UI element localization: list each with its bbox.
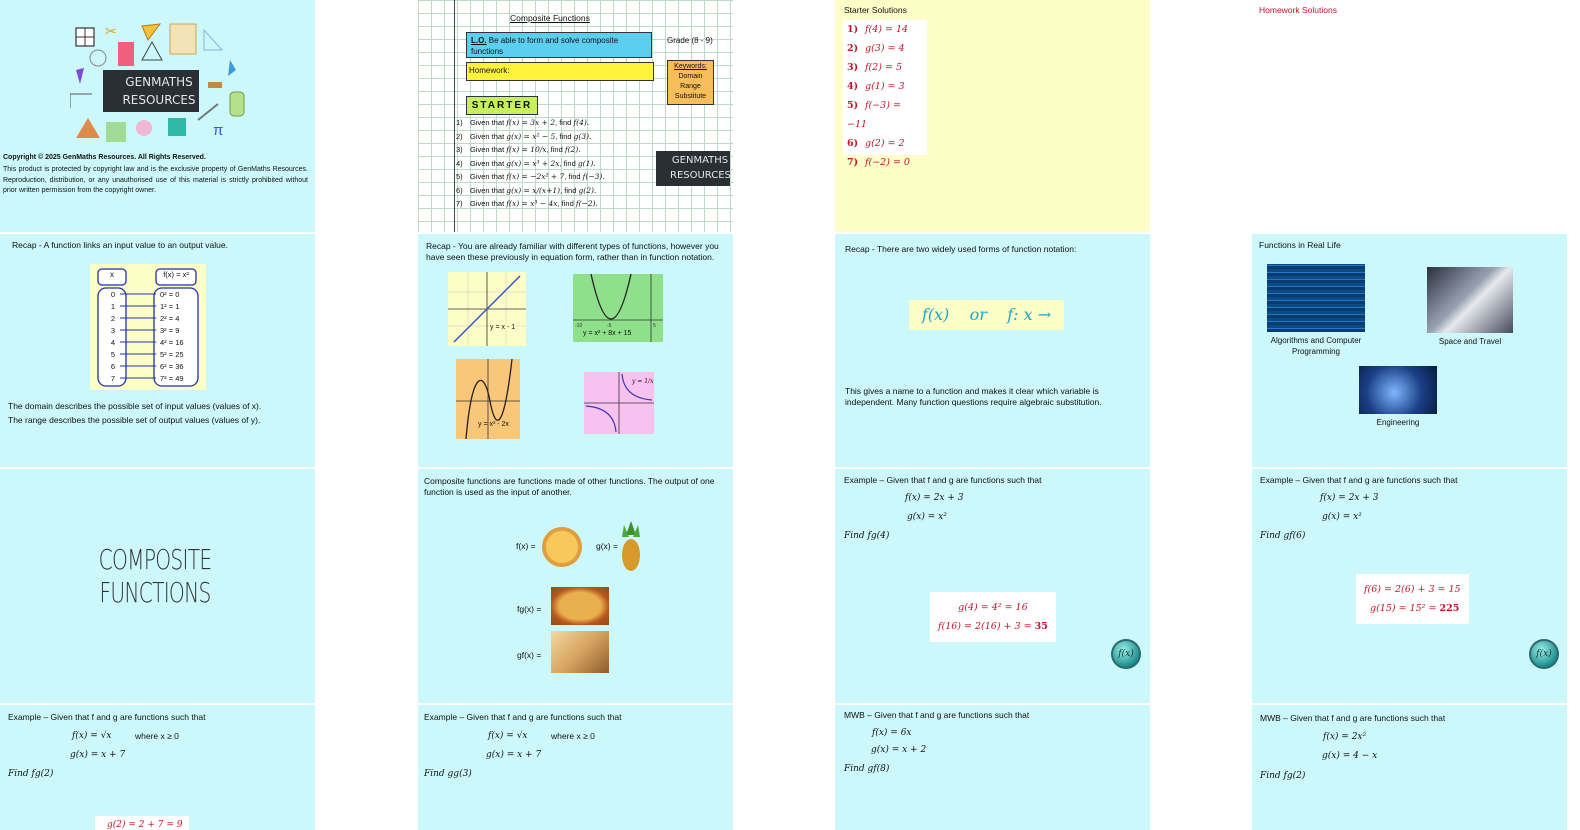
answer-number: 1) — [847, 24, 859, 35]
answer-value: g(3) = 4 — [865, 43, 905, 54]
input-value: 2 — [110, 314, 116, 323]
big-title: COMPOSITE FUNCTIONS — [98, 543, 212, 609]
answer-row — [847, 77, 923, 96]
axis-tick: -5 — [607, 323, 612, 329]
answer-value: f(−2) = 0 — [865, 157, 910, 168]
question-ask: g(2). — [578, 185, 597, 195]
fg-label: fg(x) = — [517, 604, 542, 614]
starter-question — [456, 130, 656, 144]
mwb-intro: MWB – Given that f and g are functions such that — [1260, 713, 1446, 723]
slide-starter[interactable] — [418, 0, 733, 232]
input-value: 5 — [110, 350, 116, 359]
graph-reciprocal — [584, 372, 654, 434]
example-intro: Example – Given that f and g are functions such that — [844, 475, 1042, 485]
logo-line-1: GENMATHS — [125, 75, 193, 89]
genmaths-logo-small — [656, 151, 730, 186]
solution-box-partial — [95, 816, 189, 830]
slide-mwb-gf8[interactable] — [835, 705, 1150, 830]
solution-box — [930, 592, 1056, 642]
find-prompt: Find gg(3) — [424, 769, 472, 779]
solution-step: f(16) = 2(16) + 3 = — [938, 621, 1035, 632]
question-pre: Given that — [470, 145, 507, 154]
slide-real-life[interactable] — [1252, 234, 1567, 467]
question-number: 3) — [456, 145, 463, 154]
question-number: 2) — [456, 131, 463, 141]
range-text: The range describes the possible set of output values (values of y). — [8, 415, 261, 425]
slide-recap-notation[interactable] — [835, 234, 1150, 467]
input-value: 3 — [110, 326, 116, 335]
input-value: 4 — [110, 338, 116, 347]
keywords-box — [667, 60, 714, 105]
keyword-item: Substitute — [674, 93, 707, 100]
slide-homework-solutions[interactable] — [1252, 0, 1567, 232]
question-eq: g(x) = x/(x+1) — [506, 185, 561, 195]
starter-question — [456, 157, 656, 171]
logo-line-2: RESOURCES — [122, 93, 196, 107]
pineapple-pizza-image — [551, 631, 609, 673]
f-label: f(x) = — [516, 541, 536, 551]
g-definition: g(x) = x² — [1322, 512, 1362, 522]
pizza-icon — [542, 527, 582, 567]
graph-quadratic — [573, 274, 663, 342]
answer-row — [847, 134, 923, 153]
question-pre: Given that — [470, 158, 507, 168]
lo-label: L.O. — [471, 36, 487, 45]
answer-number: 3) — [847, 62, 859, 73]
svg-text:✂: ✂ — [105, 23, 117, 39]
question-number: 4) — [456, 158, 463, 168]
genmaths-logo — [104, 70, 198, 112]
mapping-diagram — [90, 264, 206, 390]
example-intro: Example – Given that f and g are functions such that — [1260, 475, 1458, 485]
engineering-image — [1359, 366, 1437, 414]
question-number: 1) — [456, 118, 463, 127]
slide-title-composite[interactable] — [0, 469, 315, 703]
example-intro: Example – Given that f and g are functions such that — [8, 712, 206, 722]
f-definition: f(x) = 6x — [872, 728, 912, 738]
homework-label: Homework: — [469, 66, 510, 75]
find-prompt: Find fg(2) — [8, 769, 54, 779]
question-post: , find — [555, 118, 574, 127]
question-pre: Given that — [470, 185, 507, 195]
solution-answer: 225 — [1439, 603, 1460, 614]
output-value: 1² = 1 — [160, 302, 180, 311]
grade-label: Grade (8 - 9) — [667, 36, 713, 45]
starter-question — [456, 184, 656, 198]
starter-question — [456, 197, 656, 211]
g-definition: g(x) = x² — [907, 512, 947, 522]
starter-label: STARTER — [466, 96, 538, 115]
example-intro: Example – Given that f and g are functions such that — [424, 712, 622, 722]
question-pre: Given that — [470, 199, 507, 208]
question-ask: f(4). — [573, 118, 590, 127]
question-eq: f(x) = 10/x — [506, 145, 547, 154]
question-pre: Given that — [470, 172, 507, 181]
find-prompt: Find gf(6) — [1260, 531, 1306, 541]
answer-number: 2) — [847, 43, 859, 54]
question-eq: g(x) = x³ + 2x — [506, 158, 560, 168]
learning-objective-box — [466, 32, 652, 58]
slide-title: Composite Functions — [510, 13, 590, 23]
keyword-item: Range — [680, 83, 701, 90]
graph-label: y = x - 1 — [490, 324, 516, 331]
notation-body: This gives a name to a function and makes it clear which variable is independent. Many function questions require algebraic substitution. — [845, 386, 1102, 407]
answer-number: 5) — [847, 100, 859, 111]
notation-text: f(x) or f: x → — [921, 305, 1052, 324]
output-value: 7² = 49 — [160, 374, 184, 383]
g-definition: g(x) = x + 7 — [486, 750, 542, 760]
question-pre: Given that — [470, 118, 507, 127]
graph-label: y = x³ - 2x — [478, 421, 509, 428]
slide-example-fg2[interactable] — [0, 705, 315, 830]
question-number: 6) — [456, 185, 463, 195]
g-definition: g(x) = 4 − x — [1322, 751, 1378, 761]
answer-number: 7) — [847, 157, 859, 168]
solution-line: g(2) = 2 + 7 = 9 — [107, 820, 183, 830]
solution-answer: 35 — [1034, 621, 1048, 632]
question-post: , find — [557, 199, 576, 208]
input-value: 7 — [110, 374, 116, 383]
logo-line-1: GENMATHS — [671, 155, 729, 166]
starter-question — [456, 116, 656, 130]
answer-row — [847, 39, 923, 58]
real-life-heading: Functions in Real Life — [1259, 240, 1341, 250]
g-label: g(x) = — [596, 541, 618, 551]
answer-row — [847, 96, 923, 134]
question-eq: f(x) = −2x² + 7 — [506, 172, 565, 181]
input-value: 0 — [110, 290, 116, 299]
question-post: , find — [564, 172, 583, 181]
slide-title: Homework Solutions — [1259, 5, 1337, 15]
solution-step: g(15) = 15² = — [1370, 603, 1440, 614]
slide-composite-definition[interactable] — [418, 469, 733, 703]
gf-label: gf(x) = — [517, 650, 542, 660]
notation-box — [909, 300, 1064, 330]
margin-line — [454, 0, 455, 232]
answer-row — [847, 20, 923, 39]
keyword-item: Domain — [678, 73, 703, 80]
find-prompt: Find fg(2) — [1260, 771, 1306, 781]
input-values — [106, 289, 120, 385]
f-definition: f(x) = 2x + 3 — [905, 493, 964, 503]
fx-icon[interactable]: f(x) — [1111, 639, 1141, 669]
question-number: 7) — [456, 199, 463, 208]
output-value: 3² = 9 — [160, 326, 180, 335]
graph-linear — [448, 272, 526, 346]
output-value: 5² = 25 — [160, 350, 184, 359]
starter-questions — [456, 116, 656, 211]
homework-box — [466, 62, 654, 81]
answer-number: 4) — [847, 81, 859, 92]
axis-tick: 5 — [653, 323, 656, 329]
question-ask: f(−2). — [575, 199, 598, 208]
slide-starter-solutions[interactable] — [835, 0, 1150, 232]
keywords-title: Keywords: — [674, 63, 707, 70]
domain-text: The domain describes the possible set of input values (values of x). — [8, 401, 262, 411]
answers-box — [843, 20, 927, 168]
answer-number: 6) — [847, 138, 859, 149]
domain-condition: where x ≥ 0 — [551, 731, 595, 741]
answer-value: f(−3) = −11 — [847, 100, 901, 130]
answer-row — [847, 58, 923, 77]
solution-line — [938, 617, 1048, 636]
mwb-intro: MWB – Given that f and g are functions such that — [844, 710, 1030, 720]
output-value: 0² = 0 — [160, 290, 180, 299]
recap-heading: Recap - You are already familiar with different types of functions, however you have seen these previously in equation form, rather than in function notation. — [426, 241, 719, 262]
question-ask: g(1). — [577, 158, 596, 168]
copyright-title: Copyright © 2025 GenMaths Resources. All Rights Reserved. — [3, 154, 206, 161]
input-value: 6 — [110, 362, 116, 371]
solution-box — [1356, 574, 1469, 624]
answer-value: g(2) = 2 — [865, 138, 905, 149]
item-caption: Space and Travel — [1438, 337, 1502, 346]
question-post: , find — [546, 145, 565, 154]
solution-line: g(4) = 4² = 16 — [958, 602, 1028, 613]
recap-heading: Recap - A function links an input value to an output value. — [12, 240, 228, 250]
pineapple-icon — [620, 521, 642, 573]
answer-row — [847, 153, 923, 172]
answer-value: f(4) = 14 — [865, 24, 909, 35]
input-value: 1 — [110, 302, 116, 311]
question-eq: f(x) = x³ − 4x — [506, 199, 558, 208]
find-prompt: Find fg(4) — [844, 531, 890, 541]
output-value: 6² = 36 — [160, 362, 184, 371]
f-definition: f(x) = √x — [488, 731, 528, 741]
slide-recap-mapping[interactable] — [0, 234, 315, 467]
item-caption: Algorithms and Computer Programming — [1270, 336, 1362, 356]
slide-title: Starter Solutions — [844, 5, 907, 15]
axis-tick: -10 — [575, 323, 583, 329]
question-ask: f(−3). — [582, 172, 605, 181]
column-x-header: x — [110, 270, 114, 279]
f-definition: f(x) = 2x² — [1323, 732, 1367, 742]
solution-line — [1364, 599, 1461, 618]
slide-copyright[interactable] — [0, 0, 315, 232]
find-prompt: Find gf(8) — [844, 764, 890, 774]
domain-condition: where x ≥ 0 — [135, 731, 179, 741]
question-post: , find — [559, 158, 578, 168]
question-eq: f(x) = 3x + 2 — [506, 118, 556, 127]
output-values — [160, 289, 200, 385]
space-image — [1427, 267, 1513, 333]
g-definition: g(x) = x + 7 — [70, 750, 126, 760]
question-ask: g(3). — [573, 131, 592, 141]
column-fx-header: f(x) = x² — [163, 270, 189, 279]
item-caption: Engineering — [1376, 418, 1420, 427]
logo-line-2: RESOURCES — [670, 170, 731, 181]
slide-mwb-fg2[interactable] — [1252, 705, 1567, 830]
answer-value: f(2) = 5 — [865, 62, 903, 73]
f-definition: f(x) = √x — [72, 731, 112, 741]
question-pre: Given that — [470, 131, 507, 141]
slide-recap-graphs[interactable] — [418, 234, 733, 467]
definition-text: Composite functions are functions made of other functions. The output of one function is used as the input of another. — [424, 476, 715, 497]
pizza-pineapple-image — [551, 587, 609, 625]
lo-text: Be able to form and solve composite functions — [471, 36, 619, 56]
question-eq: g(x) = x² − 5 — [506, 131, 556, 141]
starter-question — [456, 143, 656, 157]
graph-label: y = x² + 8x + 15 — [583, 330, 632, 337]
slide-example-gf6[interactable] — [1252, 469, 1567, 703]
starter-question — [456, 170, 656, 184]
fx-icon[interactable]: f(x) — [1529, 639, 1559, 669]
output-value: 2² = 4 — [160, 314, 180, 323]
copyright-body: This product is protected by copyright law and is the exclusive property of GenMaths Resources. Reproduction, distribution, or any unauthorised use of this material is strictly prohibited without prior written permission from the copyright owner. — [3, 166, 308, 194]
question-ask: f(2). — [564, 145, 581, 154]
question-number: 5) — [456, 172, 463, 181]
slide-example-fg4[interactable] — [835, 469, 1150, 703]
graph-cubic — [456, 359, 520, 439]
slide-example-gg3[interactable] — [418, 705, 733, 830]
recap-heading: Recap - There are two widely used forms of function notation: — [845, 244, 1077, 254]
svg-text:π: π — [213, 122, 224, 139]
question-post: , find — [555, 131, 574, 141]
output-value: 4² = 16 — [160, 338, 184, 347]
f-definition: f(x) = 2x + 3 — [1320, 493, 1379, 503]
code-image — [1267, 264, 1365, 332]
question-post: , find — [560, 185, 579, 195]
g-definition: g(x) = x + 2 — [871, 745, 927, 755]
solution-line: f(6) = 2(6) + 3 = 15 — [1364, 584, 1461, 595]
graph-label: y = 1/x — [632, 378, 654, 385]
answer-value: g(1) = 3 — [865, 81, 905, 92]
